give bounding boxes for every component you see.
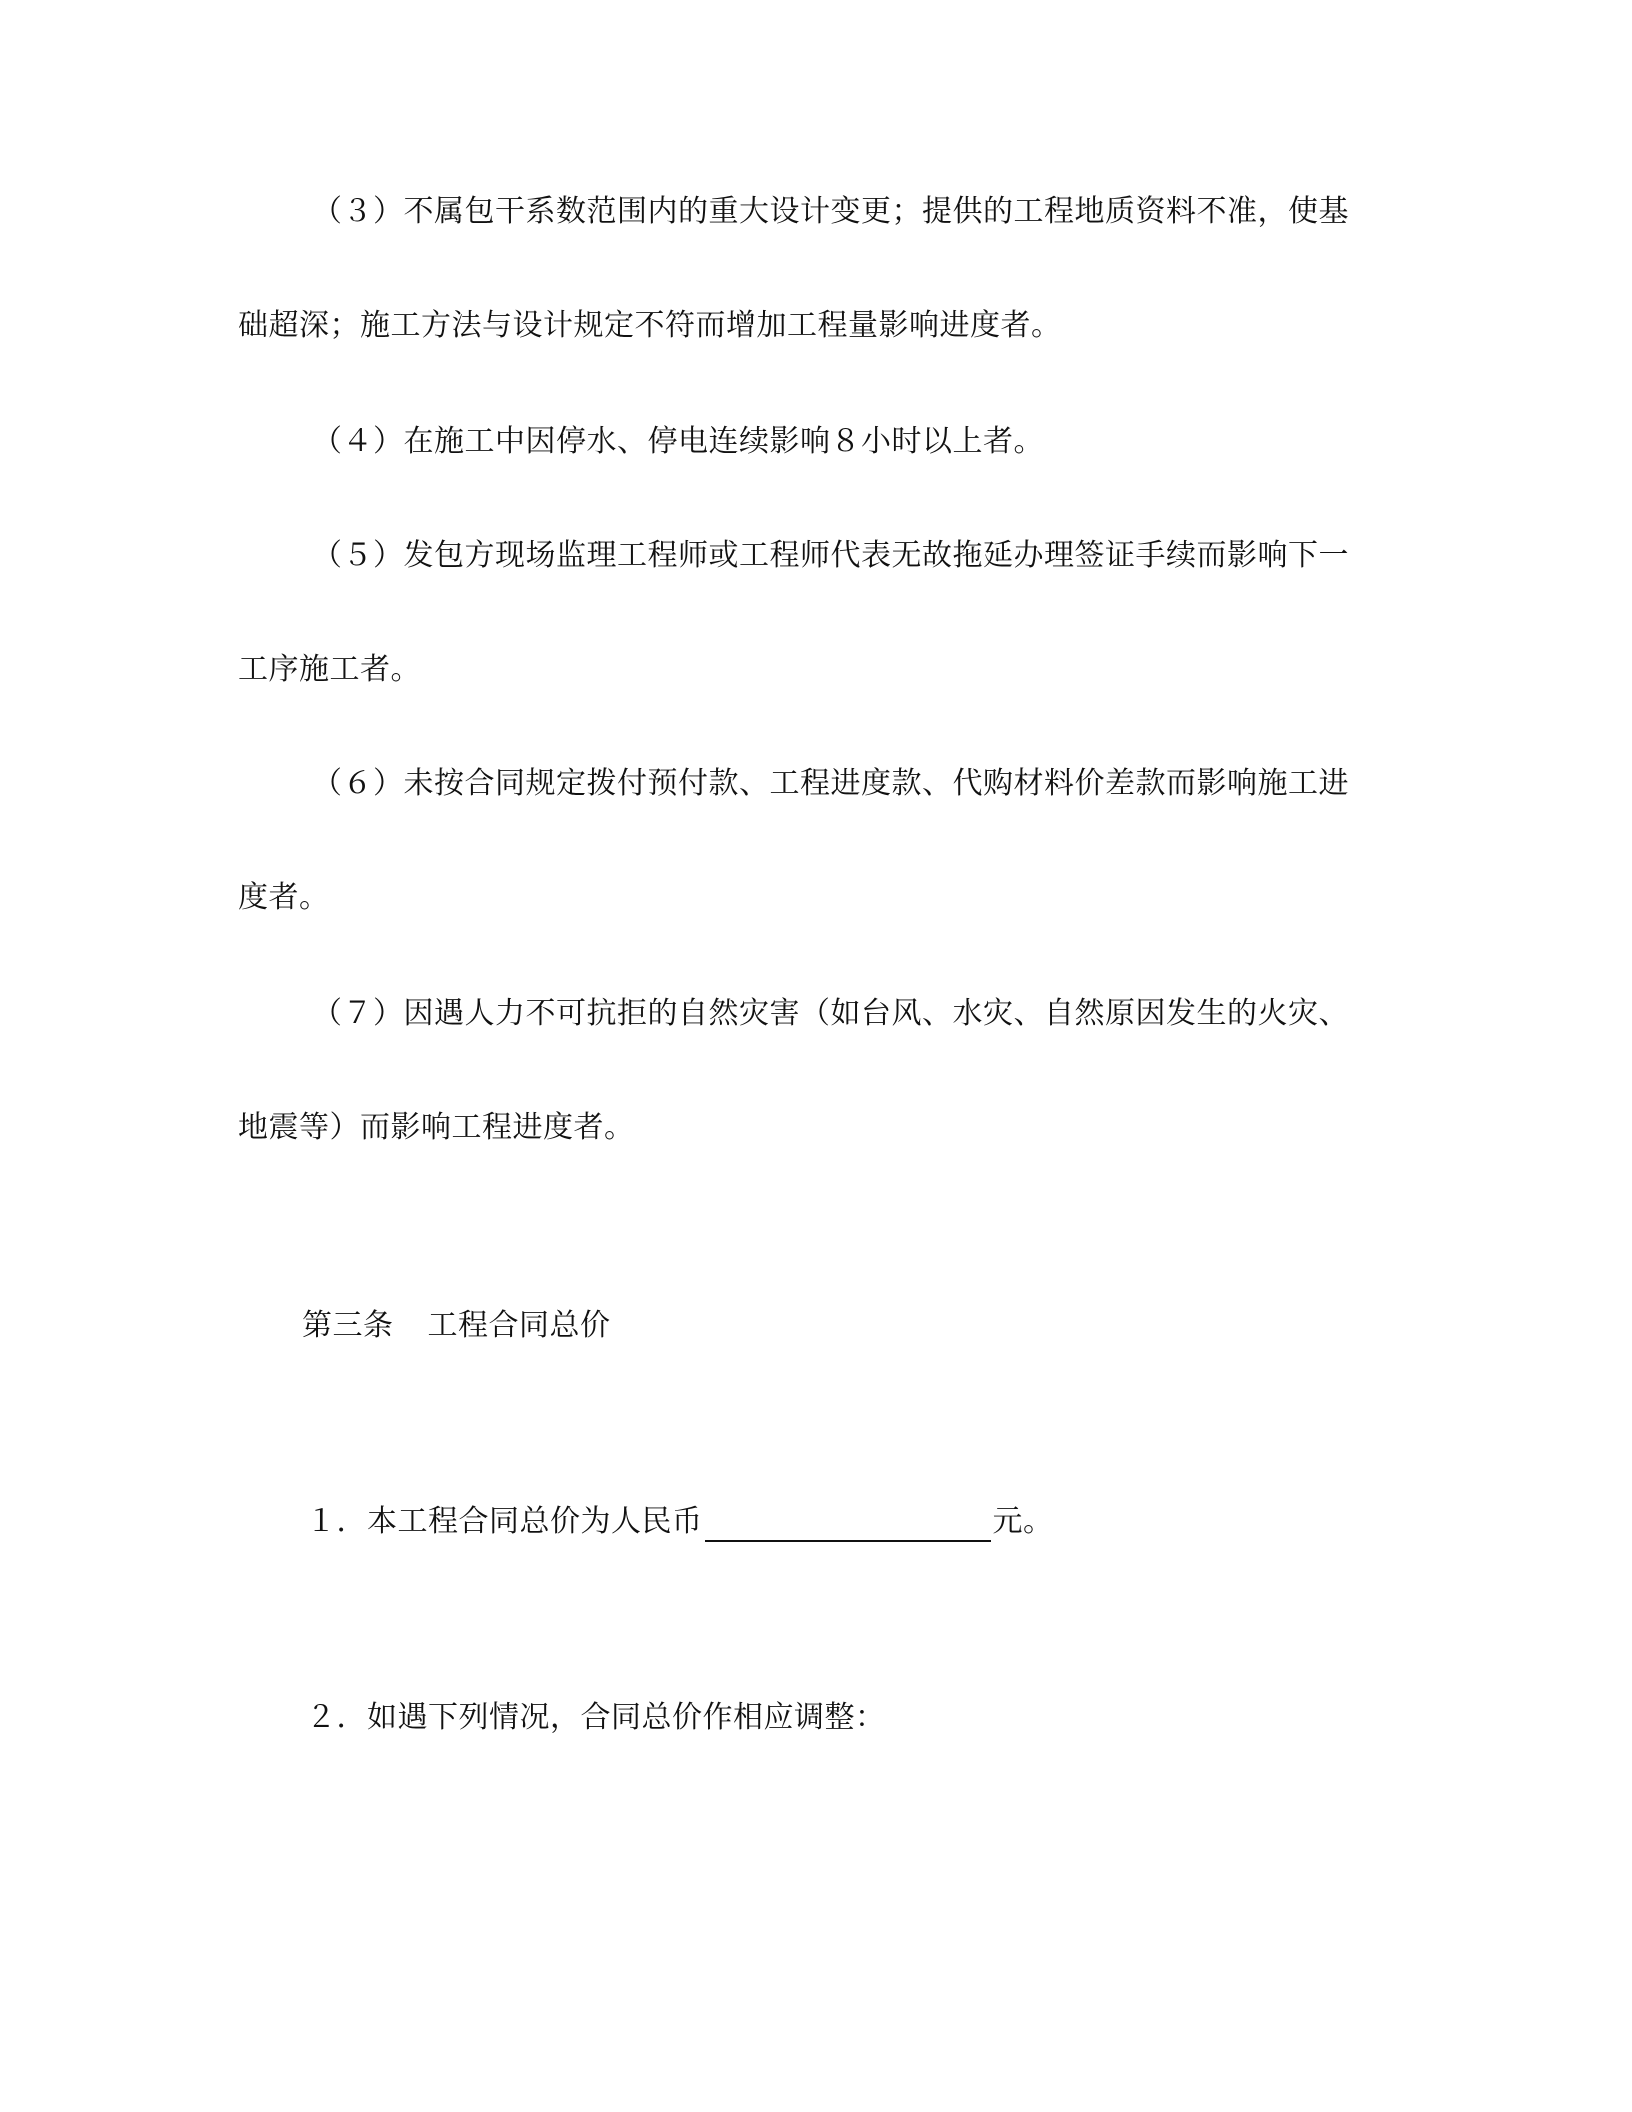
paragraph-3-line-2: 础超深；施工方法与设计规定不符而增加工程量影响进度者。 <box>238 308 1062 343</box>
paragraph-7-line-1: （７）因遇人力不可抗拒的自然灾害（如台风、水灾、自然原因发生的火灾、 <box>312 996 1349 1031</box>
total-price-blank[interactable] <box>705 1508 991 1542</box>
article-title: 工程合同总价 <box>427 1308 611 1343</box>
clause-1 <box>306 1502 1054 1542</box>
clause-1-prefix: １．本工程合同总价为人民币 <box>306 1504 703 1539</box>
article-number: 第三条 <box>302 1308 394 1343</box>
article-heading <box>302 1306 611 1346</box>
paragraph-4-line-1: （４）在施工中因停水、停电连续影响８小时以上者。 <box>312 424 1044 459</box>
clause-2: ２．如遇下列情况，合同总价作相应调整： <box>306 1700 886 1735</box>
paragraph-6-line-1: （６）未按合同规定拨付预付款、工程进度款、代购材料价差款而影响施工进 <box>312 766 1349 801</box>
paragraph-5-line-1: （５）发包方现场监理工程师或工程师代表无故拖延办理签证手续而影响下一 <box>312 538 1349 573</box>
paragraph-5-line-2: 工序施工者。 <box>238 652 421 687</box>
paragraph-6-line-2: 度者。 <box>238 880 330 915</box>
paragraph-3-line-1: （３）不属包干系数范围内的重大设计变更；提供的工程地质资料不准，使基 <box>312 194 1349 229</box>
paragraph-7-line-2: 地震等）而影响工程进度者。 <box>238 1110 635 1145</box>
clause-1-suffix: 元。 <box>992 1504 1054 1539</box>
